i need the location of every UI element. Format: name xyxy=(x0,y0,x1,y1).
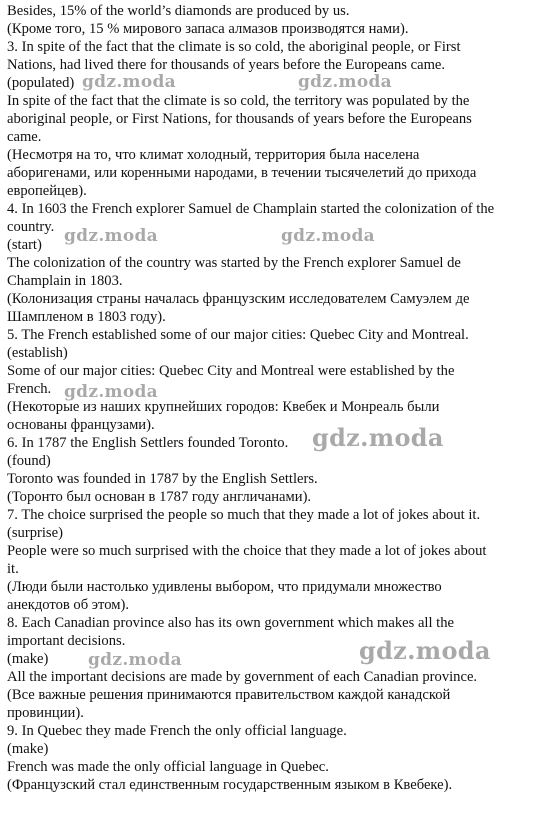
text-line: Some of our major cities: Quebec City and Montreal were established by the xyxy=(7,363,455,379)
text-line: (establish) xyxy=(7,345,68,361)
text-line: French. xyxy=(7,381,52,397)
text-line: 6. In 1787 the English Settlers founded Toronto. xyxy=(7,435,289,451)
text-line: aboriginal people, or First Nations, for thousands of years before the Europeans xyxy=(7,111,472,127)
text-line: (Люди были настолько удивлены выбором, что придумали множество xyxy=(7,579,442,595)
watermark: gdz.moda xyxy=(298,72,392,92)
watermark: gdz.moda xyxy=(64,226,158,246)
text-line: In spite of the fact that the climate is so cold, the territory was populated by the xyxy=(7,93,470,109)
text-line: европейцев). xyxy=(7,183,87,199)
text-line: (Некоторые из наших крупнейших городов: Квебек и Монреаль были xyxy=(7,399,440,415)
text-line: French was made the only official language in Quebec. xyxy=(7,759,329,775)
text-line: (Колонизация страны началась французским исследователем Самуэлем де xyxy=(7,291,470,307)
text-line: 3. In spite of the fact that the climate is so cold, the aboriginal people, or First xyxy=(7,39,461,55)
text-line: important decisions. xyxy=(7,633,126,649)
text-line: 9. In Quebec they made French the only official language. xyxy=(7,723,347,739)
watermark: gdz.moda xyxy=(359,636,491,665)
text-line: country. xyxy=(7,219,55,235)
text-line: it. xyxy=(7,561,19,577)
text-line: (make) xyxy=(7,741,49,757)
watermark: gdz.moda xyxy=(82,72,176,92)
text-line: (surprise) xyxy=(7,525,63,541)
watermark: gdz.moda xyxy=(312,423,444,452)
text-line: (populated) xyxy=(7,75,75,91)
text-line: All the important decisions are made by government of each Canadian province. xyxy=(7,669,478,685)
text-line: (Французский стал единственным государственным языком в Квебеке). xyxy=(7,777,453,793)
text-line: 4. In 1603 the French explorer Samuel de Champlain started the colonization of the xyxy=(7,201,495,217)
text-line: провинции). xyxy=(7,705,84,721)
text-line: Champlain in 1803. xyxy=(7,273,123,289)
text-line: 7. The choice surprised the people so much that they made a lot of jokes about it. xyxy=(7,507,481,523)
text-line: Toronto was founded in 1787 by the English Settlers. xyxy=(7,471,318,487)
text-line: аборигенами, или коренными народами, в течении тысячелетий до прихода xyxy=(7,165,477,181)
text-line: People were so much surprised with the choice that they made a lot of jokes about xyxy=(7,543,487,559)
text-line: (start) xyxy=(7,237,42,253)
text-line: анекдотов об этом). xyxy=(7,597,129,613)
text-line: (Все важные решения принимаются правительством каждой канадской xyxy=(7,687,451,703)
watermark: gdz.moda xyxy=(64,382,158,402)
text-line: Nations, had lived there for thousands of years before the Europeans came. xyxy=(7,57,446,73)
text-line: основаны французами). xyxy=(7,417,155,433)
text-line: (Несмотря на то, что климат холодный, территория была населена xyxy=(7,147,420,163)
text-line: Шампленом в 1803 году). xyxy=(7,309,166,325)
text-line: came. xyxy=(7,129,42,145)
text-line: The colonization of the country was started by the French explorer Samuel de xyxy=(7,255,461,271)
text-line: (Кроме того, 15 % мирового запаса алмазов производятся нами). xyxy=(7,21,409,37)
text-line: (found) xyxy=(7,453,51,469)
watermark: gdz.moda xyxy=(88,650,182,670)
watermark: gdz.moda xyxy=(281,226,375,246)
text-line: (Торонто был основан в 1787 году англичанами). xyxy=(7,489,312,505)
text-line: Besides, 15% of the world’s diamonds are produced by us. xyxy=(7,3,350,19)
text-line: 8. Each Canadian province also has its own government which makes all the xyxy=(7,615,455,631)
text-line: (make) xyxy=(7,651,49,667)
text-line: 5. The French established some of our major cities: Quebec City and Montreal. xyxy=(7,327,469,343)
